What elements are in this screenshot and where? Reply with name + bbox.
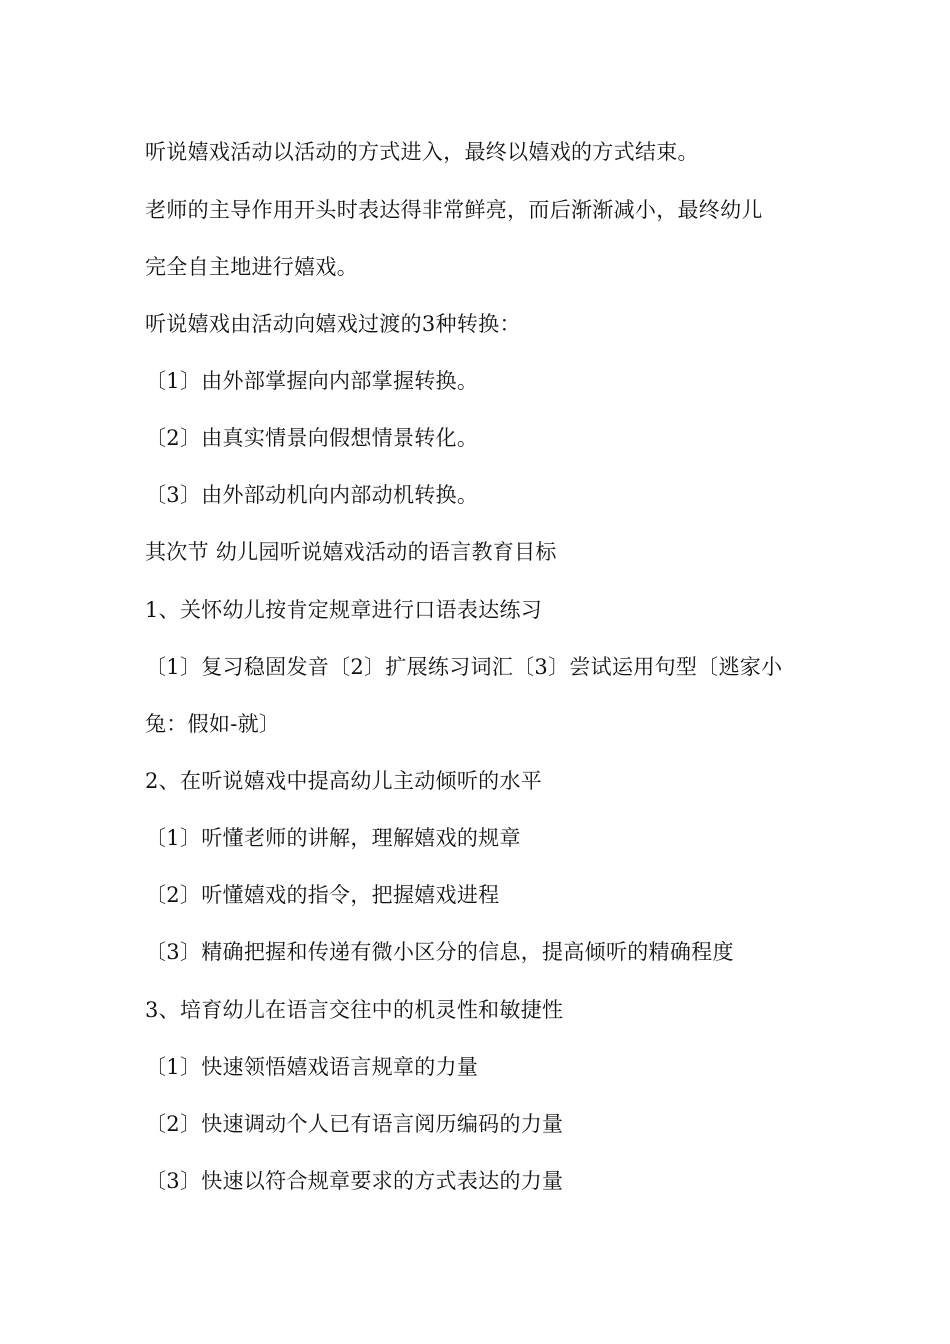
goal-2-item-1: 〔1〕听懂老师的讲解，理解嬉戏的规章 — [145, 826, 521, 850]
goal-3-item-3: 〔3〕快速以符合规章要求的方式表达的力量 — [145, 1169, 564, 1193]
goal-1-items-line1: 〔1〕复习稳固发音〔2〕扩展练习词汇〔3〕尝试运用句型〔逃家小 — [145, 655, 783, 679]
goal-3-item-2: 〔2〕快速调动个人已有语言阅历编码的力量 — [145, 1112, 564, 1136]
paragraph-transitions-intro: 听说嬉戏由活动向嬉戏过渡的3种转换： — [145, 312, 521, 336]
goal-3-heading: 3、培育幼儿在语言交往中的机灵性和敏捷性 — [145, 998, 564, 1022]
list-item-transition-1: 〔1〕由外部掌握向内部掌握转换。 — [145, 369, 479, 393]
goal-2-item-2: 〔2〕听懂嬉戏的指令，把握嬉戏进程 — [145, 883, 500, 907]
paragraph-game-flow: 听说嬉戏活动以活动的方式进入，最终以嬉戏的方式结束。 — [145, 140, 699, 164]
list-item-transition-2: 〔2〕由真实情景向假想情景转化。 — [145, 426, 479, 450]
goal-2-item-3: 〔3〕精确把握和传递有微小区分的信息，提高倾听的精确程度 — [145, 940, 734, 964]
section-heading: 其次节 幼儿园听说嬉戏活动的语言教育目标 — [145, 540, 557, 564]
goal-3-item-1: 〔1〕快速领悟嬉戏语言规章的力量 — [145, 1055, 479, 1079]
paragraph-teacher-role-line2: 完全自主地进行嬉戏。 — [145, 255, 358, 279]
goal-1-items-line2: 兔：假如-就〕 — [145, 712, 281, 736]
goal-2-heading: 2、在听说嬉戏中提高幼儿主动倾听的水平 — [145, 769, 543, 793]
list-item-transition-3: 〔3〕由外部动机向内部动机转换。 — [145, 483, 479, 507]
goal-1-heading: 1、关怀幼儿按肯定规章进行口语表达练习 — [145, 598, 543, 622]
paragraph-teacher-role-line1: 老师的主导作用开头时表达得非常鲜亮，而后渐渐减小，最终幼儿 — [145, 198, 763, 222]
